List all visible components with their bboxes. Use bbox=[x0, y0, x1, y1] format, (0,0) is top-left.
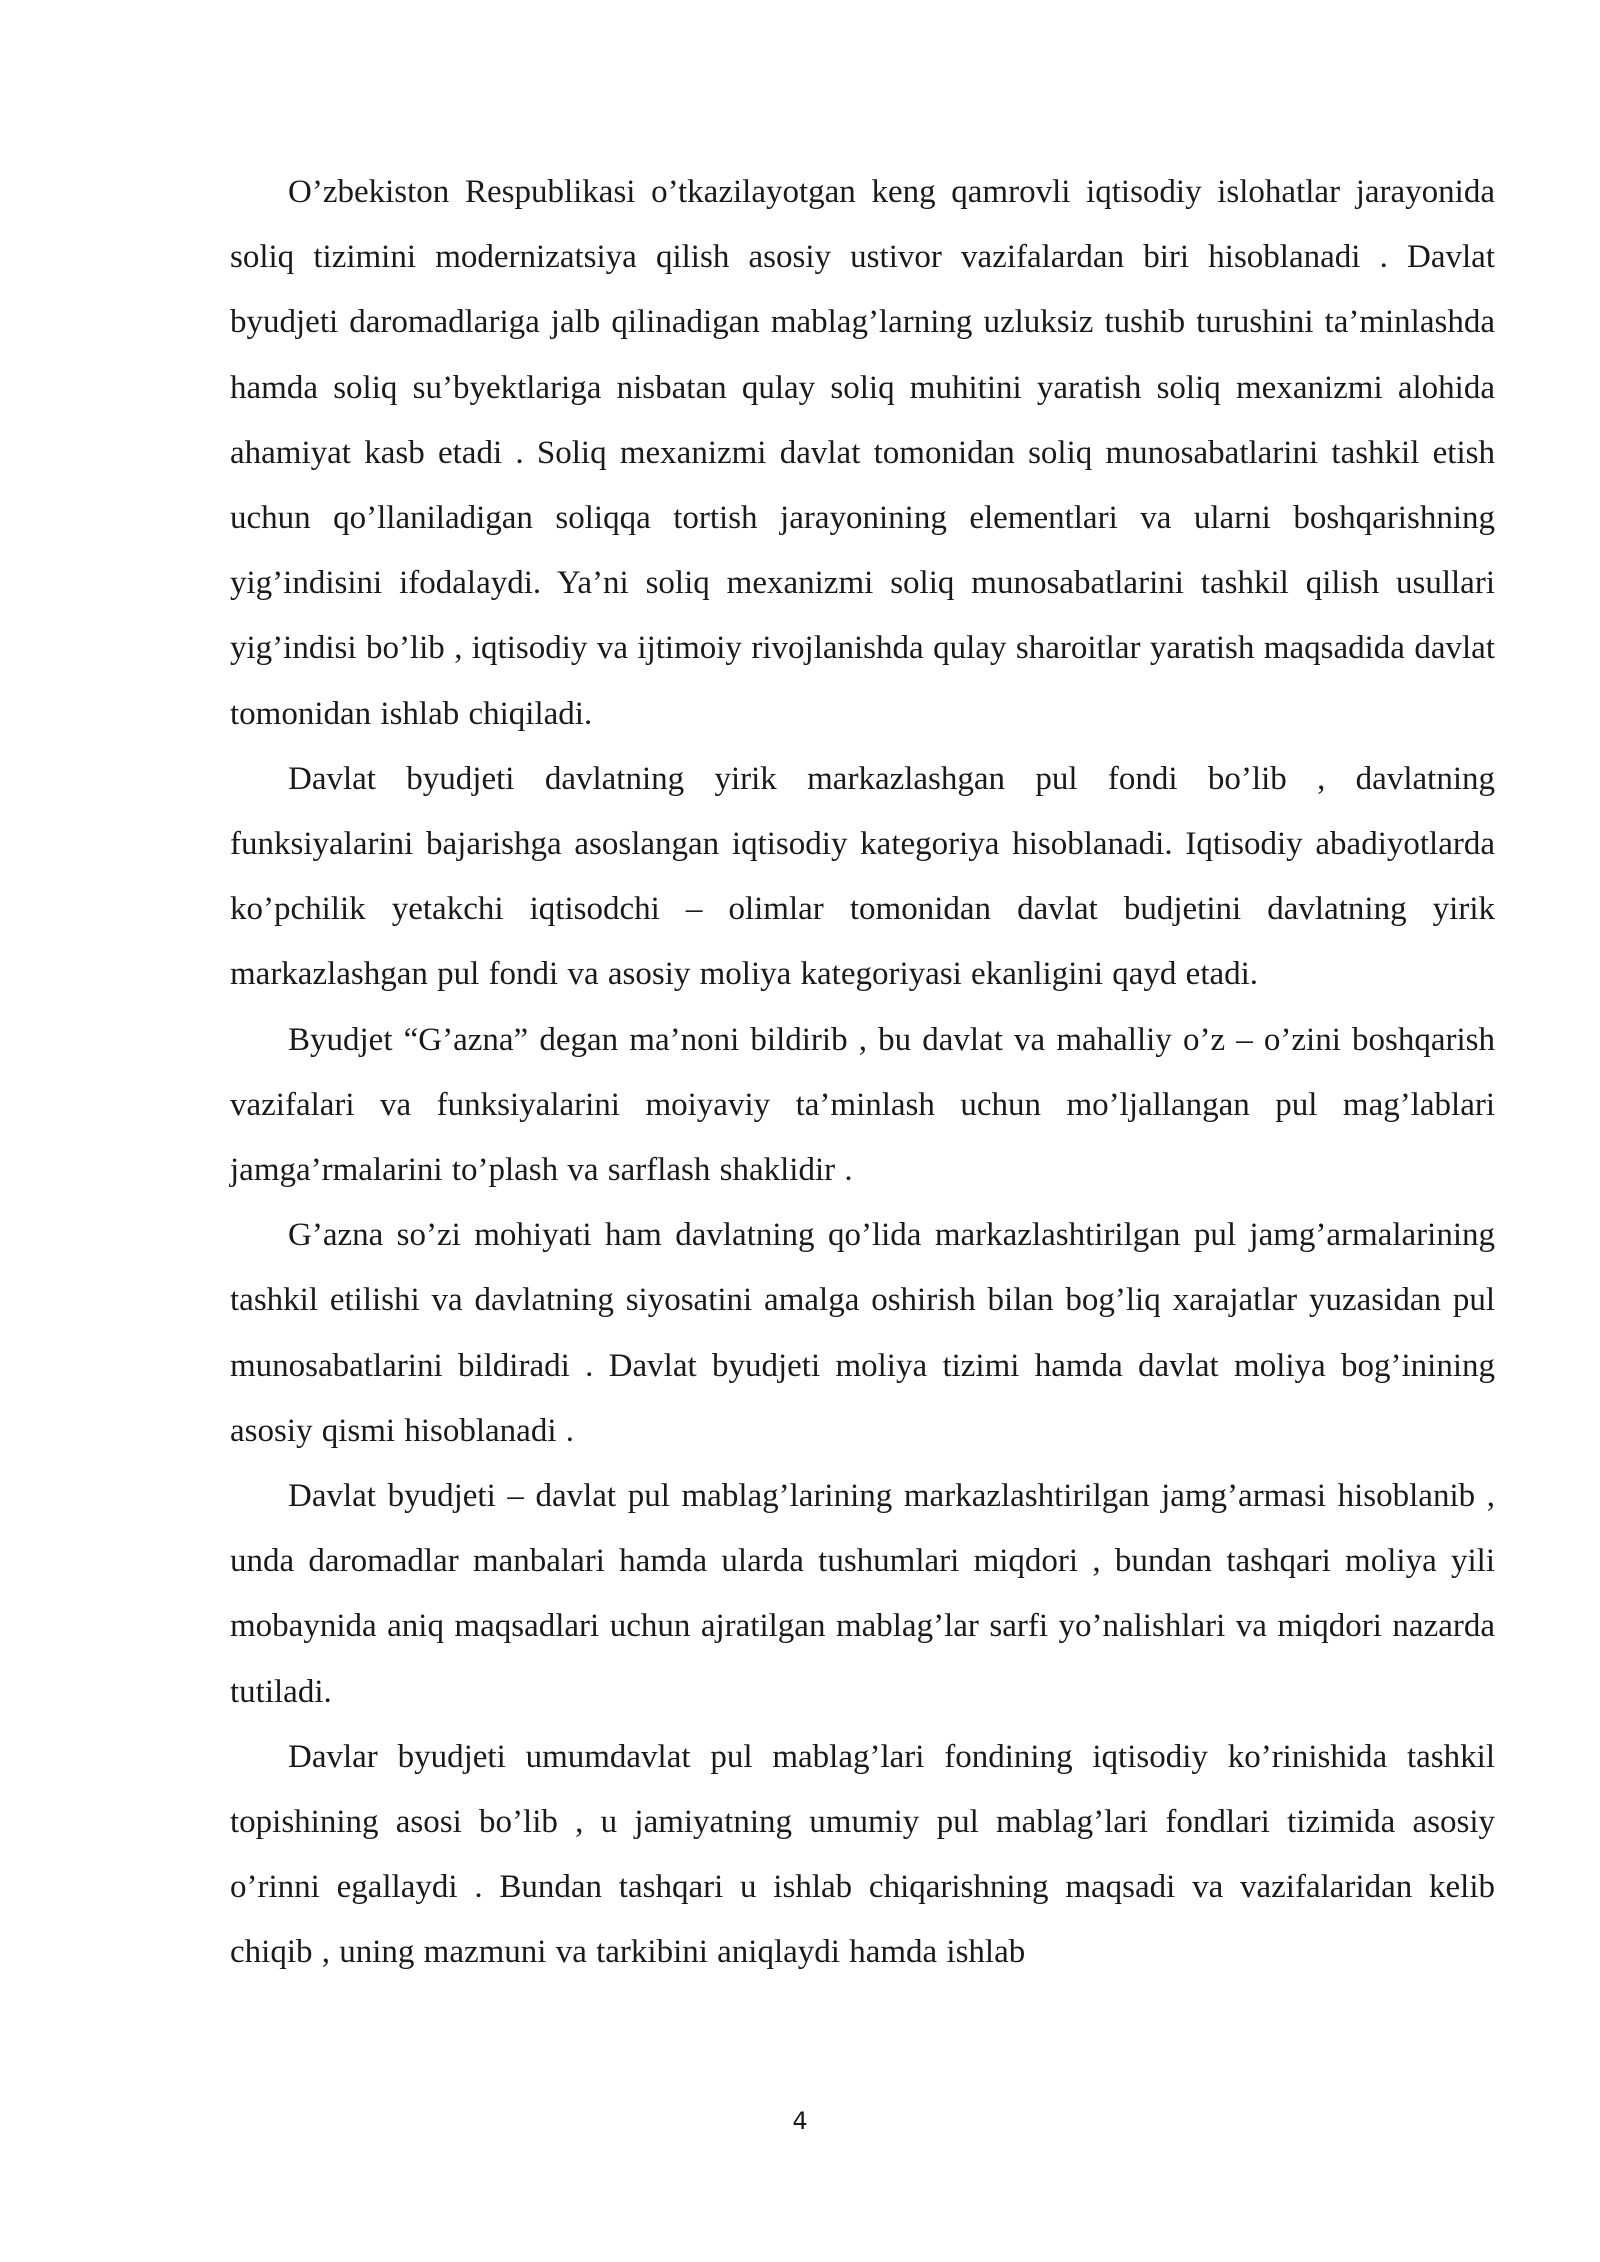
paragraph-4: G’azna so’zi mohiyati ham davlatning qo’lida markazlashtirilgan pul jamg’armalarining tashkil etilishi va davlatning siyosatini amalga oshirish bilan bog’liq xarajatlar yuzasidan pul munosabatlarini bildiradi . Davlat byudjeti moliya tizimi hamda davlat moliya bog’inining asosiy qismi hisoblanadi . bbox=[230, 1217, 1495, 1449]
body-text bbox=[230, 160, 1495, 1986]
paragraph-1: O’zbekiston Respublikasi o’tkazilayotgan keng qamrovli iqtisodiy islohatlar jarayonida soliq tizimini modernizatsiya qilish asosiy ustivor vazifalardan biri hisoblanadi . Davlat byudjeti daromadlariga jalb qilinadigan mablag’larning uzluksiz tushib turushini ta’minlashda hamda soliq su’byektlariga nisbatan qulay soliq muhitini yaratish soliq mexanizmi alohida ahamiyat kasb etadi . Soliq mexanizmi davlat tomonidan soliq munosabatlarini tashkil etish uchun qo’llaniladigan soliqqa tortish jarayonining elementlari va ularni boshqarishning yig’indisini ifodalaydi. Ya’ni soliq mexanizmi soliq munosabatlarini tashkil qilish usullari yig’indisi bo’lib , iqtisodiy va ijtimoiy rivojlanishda qulay sharoitlar yaratish maqsadida davlat tomonidan ishlab chiqiladi. bbox=[230, 174, 1495, 732]
paragraph-6: Davlar byudjeti umumdavlat pul mablag’lari fondining iqtisodiy ko’rinishida tashkil topishining asosi bo’lib , u jamiyatning umumiy pul mablag’lari fondlari tizimida asosiy o’rinni egallaydi . Bundan tashqari u ishlab chiqarishning maqsadi va vazifalaridan kelib chiqib , uning mazmuni va tarkibini aniqlaydi hamda ishlab bbox=[230, 1738, 1495, 1971]
paragraph-2: Davlat byudjeti davlatning yirik markazlashgan pul fondi bo’lib , davlatning funksiyalarini bajarishga asoslangan iqtisodiy kategoriya hisoblanadi. Iqtisodiy abadiyotlarda ko’pchilik yetakchi iqtisodchi – olimlar tomonidan davlat budjetini davlatning yirik markazlashgan pul fondi va asosiy moliya kategoriyasi ekanligini qayd etadi. bbox=[230, 760, 1495, 993]
paragraph-5: Davlat byudjeti – davlat pul mablag’larining markazlashtirilgan jamg’armasi hisoblanib , unda daromadlar manbalari hamda ularda tushumlari miqdori , bundan tashqari moliya yili mobaynida aniq maqsadlari uchun ajratilgan mablag’lar sarfi yo’nalishlari va miqdori nazarda tutiladi. bbox=[230, 1478, 1495, 1710]
page-number: 4 bbox=[792, 2107, 808, 2135]
paragraph-3: Byudjet “G’azna” degan ma’noni bildirib , bu davlat va mahalliy o’z – o’zini boshqarish vazifalari va funksiyalarini moiyaviy ta’minlash uchun mo’ljallangan pul mag’lablari jamga’rmalarini to’plash va sarflash shaklidir . bbox=[230, 1021, 1495, 1189]
